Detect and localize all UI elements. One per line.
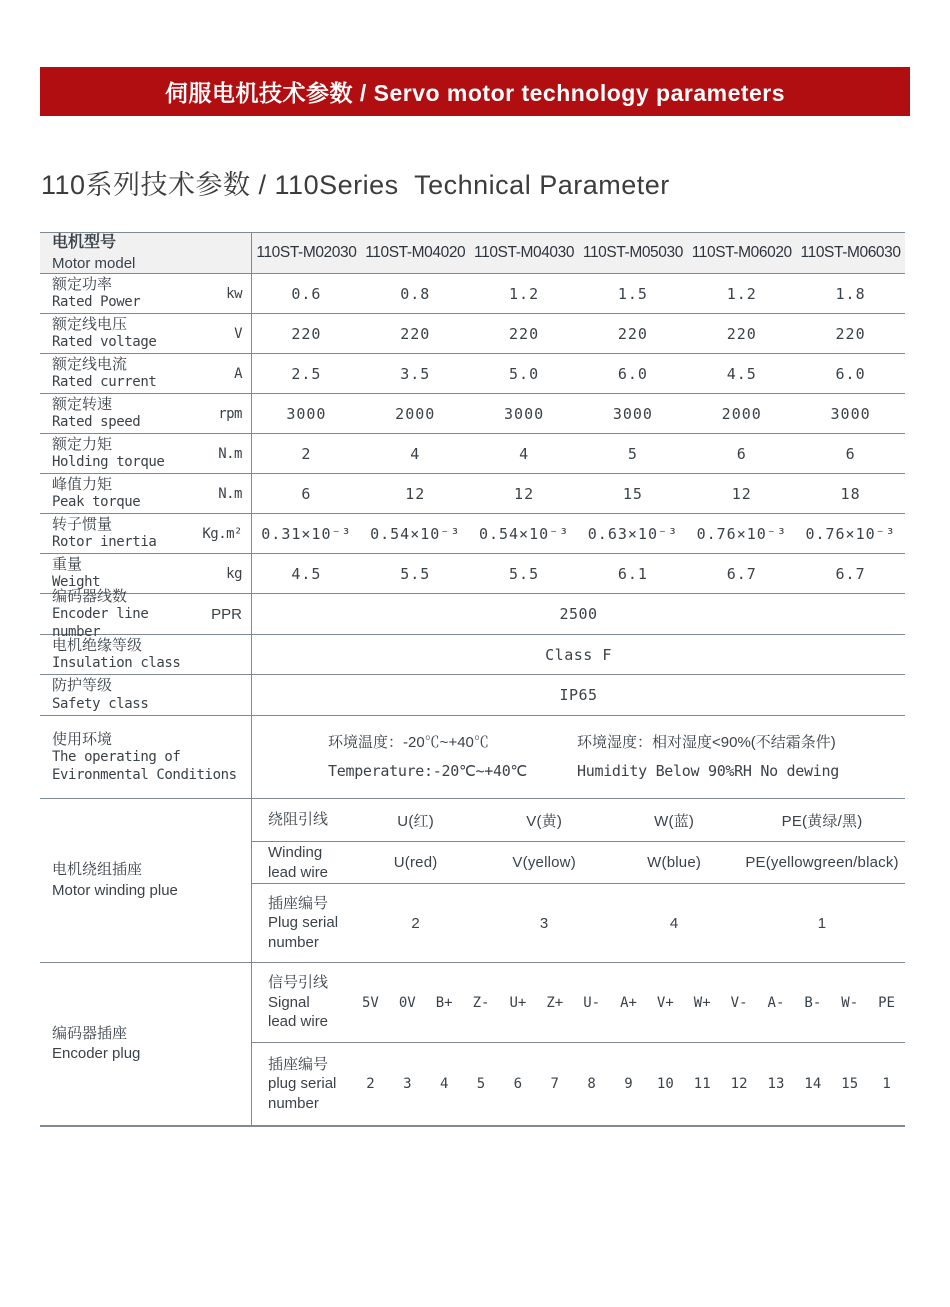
value-cell: 15	[622, 484, 643, 503]
value-cell: 12	[514, 484, 535, 503]
encoder-signal-cell: V-	[730, 994, 748, 1011]
row-unit: kw	[226, 285, 242, 302]
table-row-holding-torque	[40, 434, 905, 474]
encoder-plug-number-cell: 6	[513, 1076, 523, 1092]
sub-row-label-en: lead wire	[268, 1013, 329, 1031]
row-label-zh: 使用环境	[52, 730, 113, 748]
table-row-encoder-lines	[40, 587, 905, 640]
value-cell: 4.5	[726, 364, 757, 383]
winding-wire-cell: PE(黄绿/黑)	[781, 812, 863, 830]
winding-plug-number-cell: 2	[411, 914, 420, 932]
winding-plug-number-cell: 4	[669, 914, 679, 932]
winding-leadwire-zh-row	[252, 799, 905, 841]
environment-temperature-zh: 环境温度：-20℃~+40℃	[328, 733, 489, 751]
sub-row-label: 绕阻引线	[268, 811, 329, 829]
row-label-en: Peak torque	[52, 494, 141, 511]
value-cell: 0.8	[400, 284, 431, 303]
span-value: Class F	[545, 645, 612, 664]
value-cell: 2000	[395, 404, 436, 423]
value-cell: 4.5	[291, 564, 322, 583]
value-cell: 6	[845, 444, 856, 463]
model-header: 110ST-M06020	[691, 244, 792, 261]
row-unit: A	[234, 365, 242, 382]
value-cell: 220	[617, 324, 648, 343]
row-label-en: Weight	[52, 574, 101, 591]
value-cell: 220	[726, 324, 757, 343]
encoder-signal-cell: W-	[841, 994, 859, 1011]
table-header-row	[40, 233, 905, 274]
encoder-plug-number-cell: 5	[476, 1076, 486, 1092]
encoder-plug-number-cell: 10	[656, 1076, 674, 1092]
table-row-environment	[40, 716, 905, 799]
section-label-zh: 电机绕组插座	[52, 861, 143, 879]
encoder-plug-number-cell: 12	[730, 1076, 748, 1092]
value-cell: 220	[509, 324, 540, 343]
value-cell: 1.8	[835, 284, 866, 303]
value-cell: 3000	[612, 404, 653, 423]
table-section-winding-plug	[40, 799, 905, 963]
row-label-en: Evironmental Conditions	[52, 766, 237, 783]
encoder-plug-number-cell: 15	[841, 1076, 859, 1092]
encoder-signal-cell: B-	[804, 994, 822, 1011]
environment-humidity-zh: 环境湿度：相对湿度<90%(不结霜条件)	[577, 733, 836, 751]
header-label-zh: 电机型号	[52, 234, 117, 252]
value-cell: 5.5	[400, 564, 431, 583]
span-value: 2500	[559, 605, 598, 623]
sub-row-label-en: number	[268, 933, 319, 951]
encoder-plug-number-cell: 3	[403, 1076, 412, 1092]
value-cell: 0.63×10⁻³	[587, 524, 679, 543]
value-cell: 3000	[504, 404, 545, 423]
row-label-zh: 额定线电压	[52, 315, 128, 333]
row-label-zh: 峰值力矩	[52, 475, 113, 493]
header-banner	[40, 67, 910, 116]
encoder-signal-cell: Z+	[546, 994, 564, 1011]
encoder-signal-cell: U+	[509, 994, 527, 1011]
value-cell: 2	[301, 444, 312, 463]
row-unit: V	[234, 325, 242, 342]
table-section-encoder-plug	[40, 963, 905, 1125]
section-label-zh: 编码器插座	[52, 1024, 128, 1042]
model-header: 110ST-M02030	[256, 244, 357, 261]
sub-row-label-zh: 插座编号	[268, 894, 329, 912]
value-cell: 0.6	[291, 284, 322, 303]
value-cell: 6.7	[726, 564, 757, 583]
encoder-signal-cell: 5V	[362, 994, 379, 1011]
value-cell: 1.5	[617, 284, 648, 303]
sub-row-label-en: number	[268, 1094, 319, 1112]
value-cell: 6.0	[617, 364, 648, 383]
value-cell: 2000	[721, 404, 762, 423]
winding-leadwire-en-row	[252, 841, 905, 883]
encoder-signal-cell: V+	[656, 994, 674, 1011]
row-label-zh: 额定功率	[52, 275, 113, 293]
value-cell: 6.0	[835, 364, 866, 383]
value-cell: 4	[410, 444, 421, 463]
sub-row-label: Winding	[268, 844, 323, 861]
encoder-signal-cell: U-	[583, 994, 601, 1011]
encoder-signal-cell: W+	[693, 994, 711, 1011]
encoder-plug-number-row	[252, 1042, 905, 1125]
row-label-en: Encoder line number	[52, 605, 149, 640]
encoder-signal-cell: Z-	[472, 994, 490, 1011]
row-unit: rpm	[218, 405, 242, 422]
value-cell: 3000	[286, 404, 327, 423]
encoder-plug-number-cell: 7	[550, 1076, 559, 1092]
value-cell: 0.54×10⁻³	[370, 524, 461, 543]
value-cell: 2.5	[291, 364, 322, 383]
encoder-plug-number-cell: 4	[439, 1076, 449, 1092]
value-cell: 0.31×10⁻³	[261, 524, 352, 543]
value-cell: 0.76×10⁻³	[696, 524, 787, 543]
row-unit: kg	[226, 565, 242, 582]
table-row-rotor-inertia	[40, 514, 905, 554]
sub-row-label-zh: 插座编号	[268, 1055, 329, 1073]
table-row-safety-class	[40, 675, 905, 716]
winding-wire-cell: PE(yellowgreen/black)	[745, 854, 899, 871]
row-label-en: Insulation class	[52, 655, 181, 672]
environment-humidity-en: Humidity Below 90%RH No dewing	[577, 762, 839, 780]
encoder-plug-number-cell: 13	[767, 1076, 785, 1092]
value-cell: 0.54×10⁻³	[478, 524, 570, 543]
value-cell: 1.2	[509, 284, 540, 303]
winding-plug-number-cell: 3	[539, 914, 549, 932]
table-row-rated-current	[40, 354, 905, 394]
encoder-signal-cell: PE	[878, 994, 895, 1011]
row-unit: PPR	[211, 605, 242, 623]
encoder-plug-number-cell: 11	[693, 1076, 711, 1092]
encoder-signal-cell: A-	[767, 994, 785, 1011]
span-value: IP65	[559, 686, 598, 704]
value-cell: 12	[405, 484, 426, 503]
winding-wire-cell: V(黄)	[526, 812, 563, 830]
value-cell: 6	[736, 444, 747, 463]
value-cell: 5.0	[509, 364, 540, 383]
value-cell: 5.5	[509, 564, 540, 583]
row-unit: Kg.m²	[202, 525, 242, 542]
row-label-en: Rotor inertia	[52, 534, 157, 551]
winding-wire-cell: W(blue)	[647, 854, 702, 871]
row-label-zh: 额定力矩	[52, 435, 113, 453]
model-header: 110ST-M06030	[800, 244, 901, 261]
value-cell: 4	[519, 444, 530, 463]
table-row-rated-voltage	[40, 314, 905, 354]
row-label-en: Rated voltage	[52, 334, 157, 351]
encoder-plug-number-cell: 2	[366, 1076, 375, 1092]
value-cell: 12	[731, 484, 752, 503]
page-title: 110系列技术参数 / 110Series Technical Parameter	[41, 170, 670, 200]
row-label-zh: 电机绝缘等级	[52, 636, 143, 654]
row-unit: N.m	[218, 485, 242, 502]
encoder-signal-cell: 0V	[398, 994, 416, 1011]
row-label-zh: 重量	[52, 555, 83, 573]
row-label-en: Holding torque	[52, 454, 165, 471]
table-row-peak-torque	[40, 474, 905, 514]
row-label-en: Rated Power	[52, 294, 141, 311]
environment-temperature-en: Temperature:-20℃~+40℃	[328, 762, 527, 780]
winding-plug-number-row	[252, 883, 905, 962]
value-cell: 6	[301, 484, 312, 503]
sub-row-label-zh: 信号引线	[268, 974, 329, 992]
section-label-en: Motor winding plue	[52, 881, 178, 899]
row-label-zh: 编码器线数	[52, 587, 128, 605]
table-row-rated-power	[40, 274, 905, 314]
environment-humidity	[577, 729, 905, 786]
section-label-en: Encoder plug	[52, 1045, 141, 1062]
value-cell: 3.5	[400, 364, 431, 383]
row-label-zh: 额定线电流	[52, 355, 128, 373]
row-label-zh: 额定转速	[52, 395, 113, 413]
sub-row-label-en: plug serial	[268, 1075, 337, 1093]
sub-row-label-en: Signal	[268, 993, 310, 1011]
table-row-insulation-class	[40, 635, 905, 675]
encoder-plug-number-cell: 9	[624, 1076, 633, 1092]
value-cell: 6.1	[617, 564, 648, 583]
row-label-zh: 防护等级	[52, 677, 113, 695]
header-label-en: Motor model	[52, 254, 136, 272]
sub-row-label: lead wire	[268, 863, 329, 881]
value-cell: 1.2	[726, 284, 757, 303]
spec-table	[40, 232, 905, 1127]
row-label-en: Rated current	[52, 374, 157, 391]
value-cell: 6.7	[835, 564, 866, 583]
encoder-plug-number-cell: 14	[804, 1076, 822, 1092]
winding-wire-cell: V(yellow)	[512, 854, 576, 871]
model-header: 110ST-M05030	[582, 244, 683, 261]
value-cell: 0.76×10⁻³	[805, 524, 896, 543]
encoder-signal-cell: B+	[435, 994, 453, 1011]
banner-title: 伺服电机技术参数 / Servo motor technology parameters	[164, 80, 786, 106]
winding-wire-cell: W(蓝)	[654, 812, 695, 830]
model-header: 110ST-M04030	[474, 244, 575, 261]
row-label-en: Safety class	[52, 695, 149, 712]
encoder-plug-number-cell: 1	[882, 1076, 891, 1092]
value-cell: 5	[627, 444, 638, 463]
winding-wire-cell: U(红)	[397, 812, 434, 830]
encoder-plug-number-cell: 8	[587, 1076, 596, 1092]
environment-temperature	[252, 729, 577, 786]
value-cell: 220	[400, 324, 431, 343]
value-cell: 220	[835, 324, 866, 343]
value-cell: 18	[840, 484, 861, 503]
header-label-cell	[40, 233, 252, 273]
row-label-en: The operating of	[52, 748, 181, 765]
winding-plug-number-cell: 1	[817, 914, 827, 932]
table-row-rated-speed	[40, 394, 905, 434]
value-cell: 220	[291, 324, 322, 343]
sub-row-label-en: Plug serial	[268, 914, 339, 932]
encoder-signal-row	[252, 963, 905, 1042]
winding-wire-cell: U(red)	[393, 854, 438, 871]
encoder-signal-cell: A+	[620, 994, 637, 1011]
row-label-zh: 转子惯量	[52, 515, 113, 533]
row-label-en: Rated speed	[52, 414, 141, 431]
row-unit: N.m	[218, 445, 242, 462]
model-header: 110ST-M04020	[365, 244, 466, 261]
value-cell: 3000	[830, 404, 871, 423]
